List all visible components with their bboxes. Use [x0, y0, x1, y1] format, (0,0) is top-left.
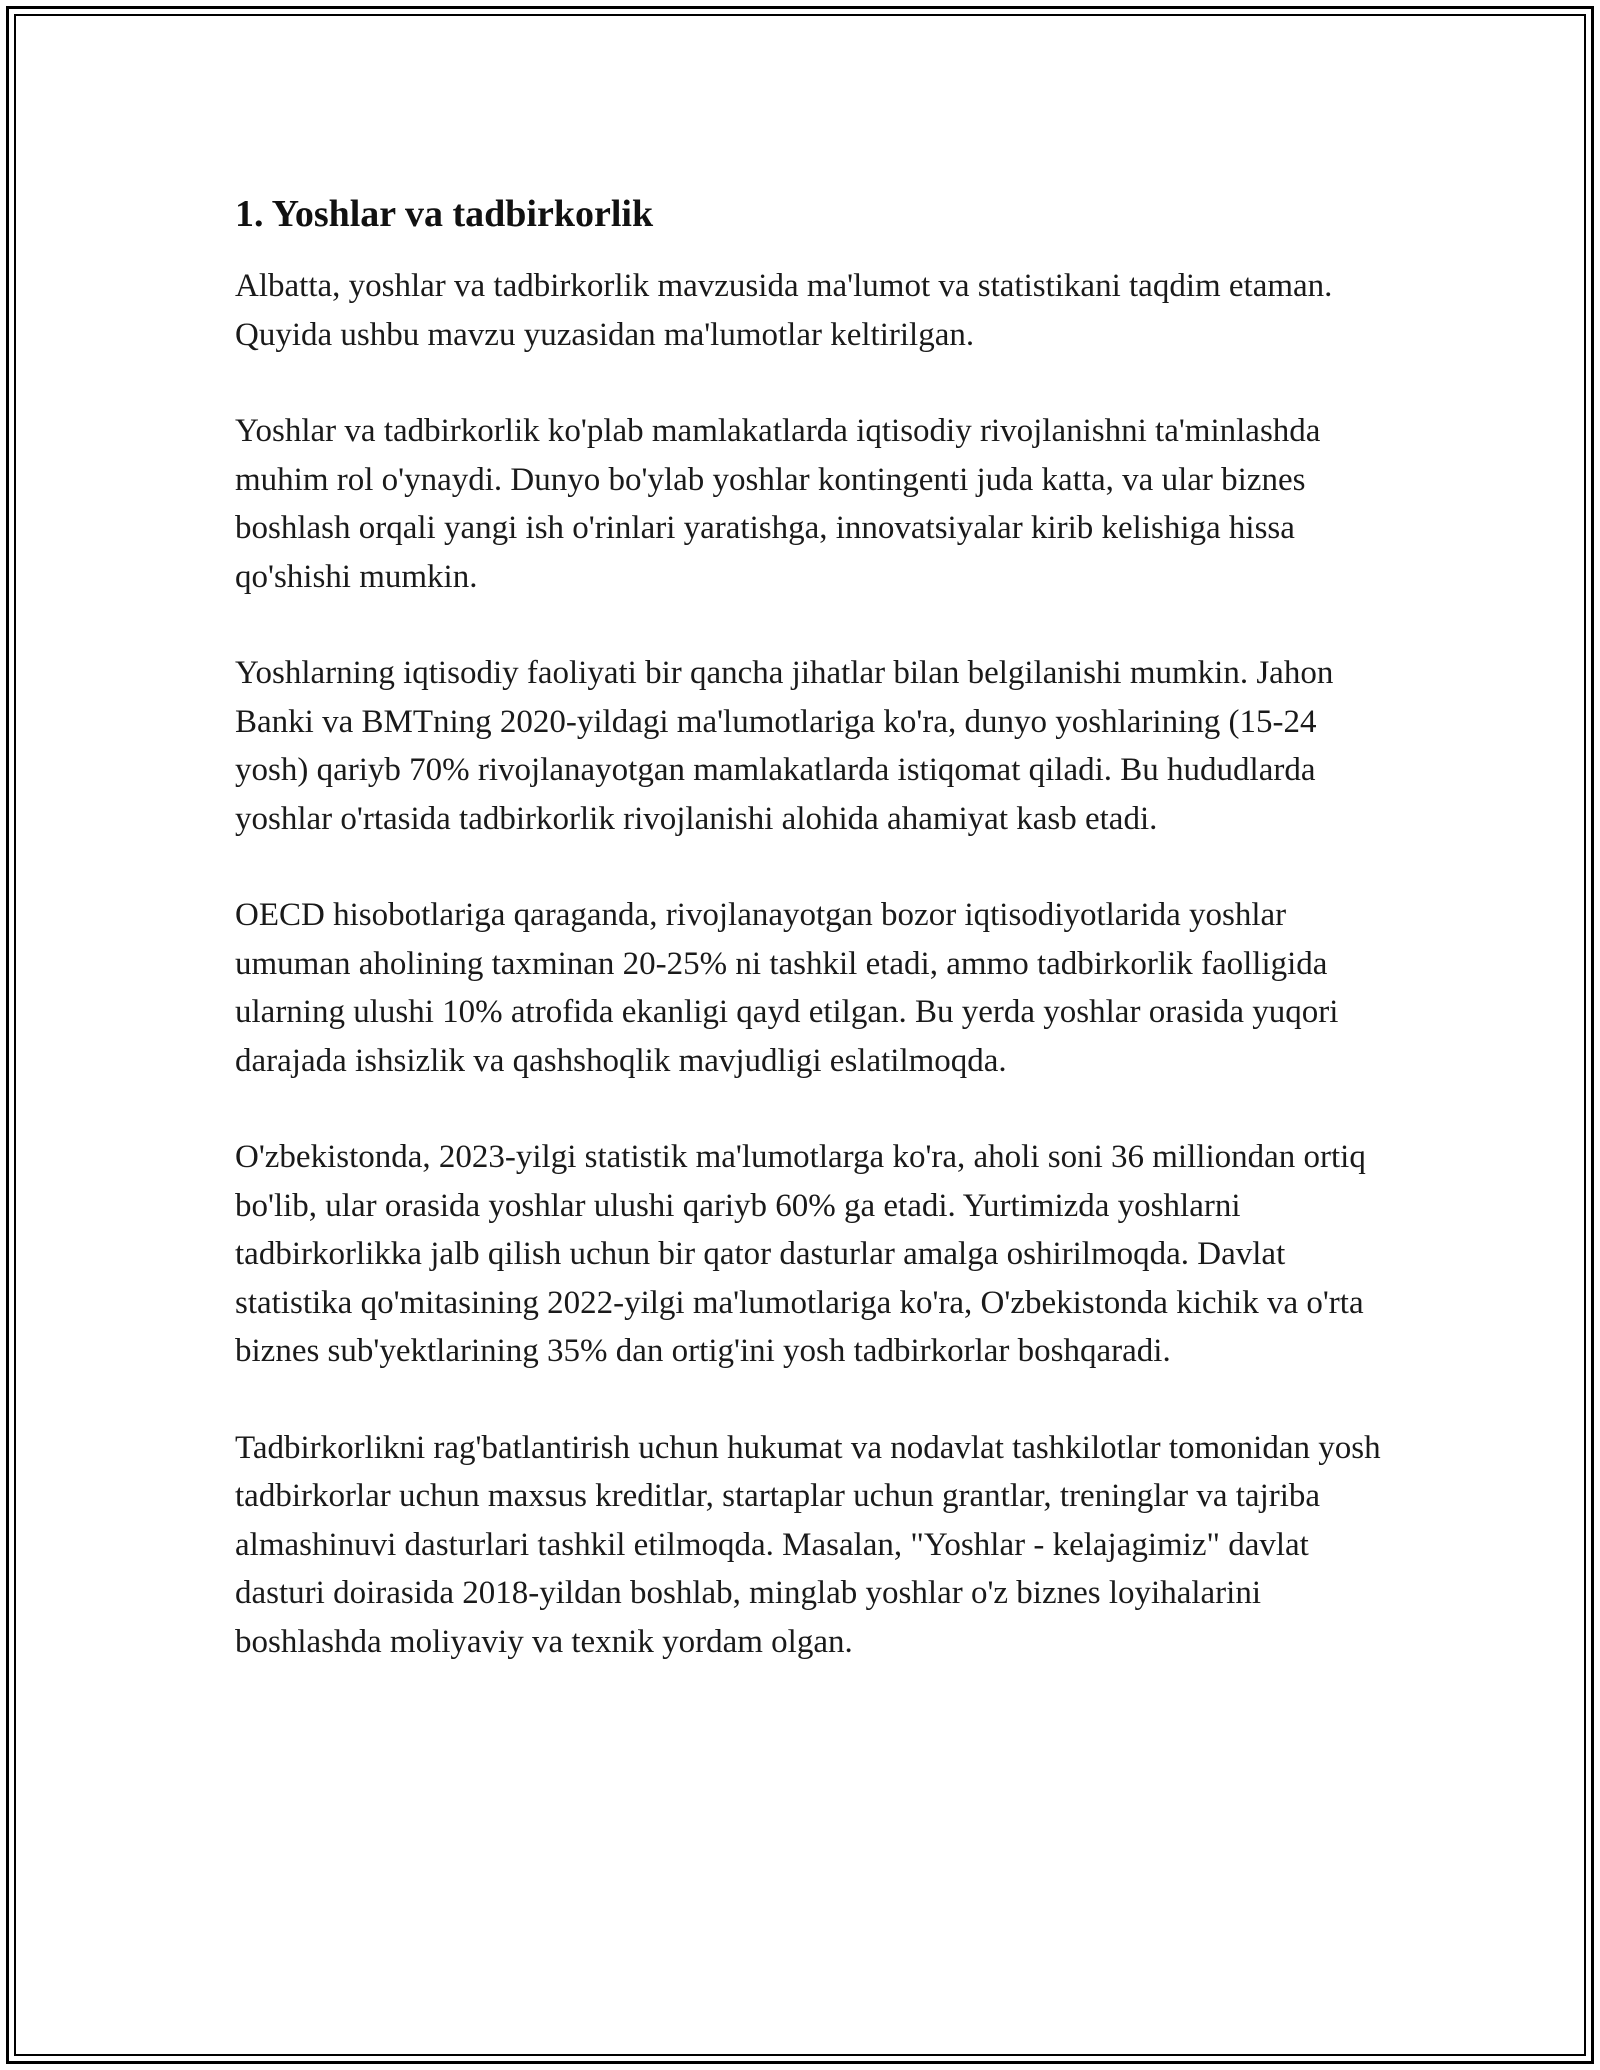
paragraph-uzbekistan: O'zbekistonda, 2023-yilgi statistik ma'lumotlarga ko'ra, aholi soni 36 milliondan ortiq bo'lib, ular orasida yoshlar ulushi qariyb 60% ga etadi. Yurtimizda yoshlarni tadbirkorlikka jalb qilish uchun bir qator dasturlar amalga oshirilmoqda. Davlat statistika qo'mitasining 2022-yilgi ma'lumotlariga ko'ra, O'zbekistonda kichik va o'rta biznes sub'yektlarining 35% dan ortig'ini yosh tadbirkorlar boshqaradi. — [235, 1139, 1366, 1369]
section-heading: 1. Yoshlar va tadbirkorlik — [235, 193, 654, 235]
paragraph-oecd: OECD hisobotlariga qaraganda, rivojlanayotgan bozor iqtisodiyotlarida yoshlar umuman aholining taxminan 20-25% ni tashkil etadi, ammo tadbirkorlik faolligida ularning ulushi 10% atrofida ekanligi qayd etilgan. Bu yerda yoshlar orasida yuqori darajada ishsizlik va qashshoqlik mavjudligi eslatilmoqda. — [235, 897, 1339, 1079]
document-body — [235, 188, 1385, 1714]
paragraph-intro: Albatta, yoshlar va tadbirkorlik mavzusida ma'lumot va statistikani taqdim etaman. Quyida ushbu mavzu yuzasidan ma'lumotlar keltirilgan. — [235, 268, 1333, 353]
paragraph-support-programs: Tadbirkorlikni rag'batlantirish uchun hukumat va nodavlat tashkilotlar tomonidan yosh tadbirkorlar uchun maxsus kreditlar, startaplar uchun grantlar, treninglar va tajriba almashinuvi dasturlari tashkil etilmoqda. Masalan, "Yoshlar - kelajagimiz" davlat dasturi doirasida 2018-yildan boshlab, minglab yoshlar o'z biznes loyihalarini boshlashda moliyaviy va texnik yordam olgan. — [235, 1429, 1381, 1660]
paragraph-world-stats: Yoshlarning iqtisodiy faoliyati bir qancha jihatlar bilan belgilanishi mumkin. Jahon Banki va BMTning 2020-yildagi ma'lumotlariga ko'ra, dunyo yoshlarining (15-24 yosh) qariyb 70% rivojlanayotgan mamlakatlarda istiqomat qiladi. Bu hududlarda yoshlar o'rtasida tadbirkorlik rivojlanishi alohida ahamiyat kasb etadi. — [235, 655, 1334, 837]
paragraph-role: Yoshlar va tadbirkorlik ko'plab mamlakatlarda iqtisodiy rivojlanishni ta'minlashda muhim rol o'ynaydi. Dunyo bo'ylab yoshlar kontingenti juda katta, va ular biznes boshlash orqali yangi ish o'rinlari yaratishga, innovatsiyalar kirib kelishiga hissa qo'shishi mumkin. — [235, 413, 1321, 595]
